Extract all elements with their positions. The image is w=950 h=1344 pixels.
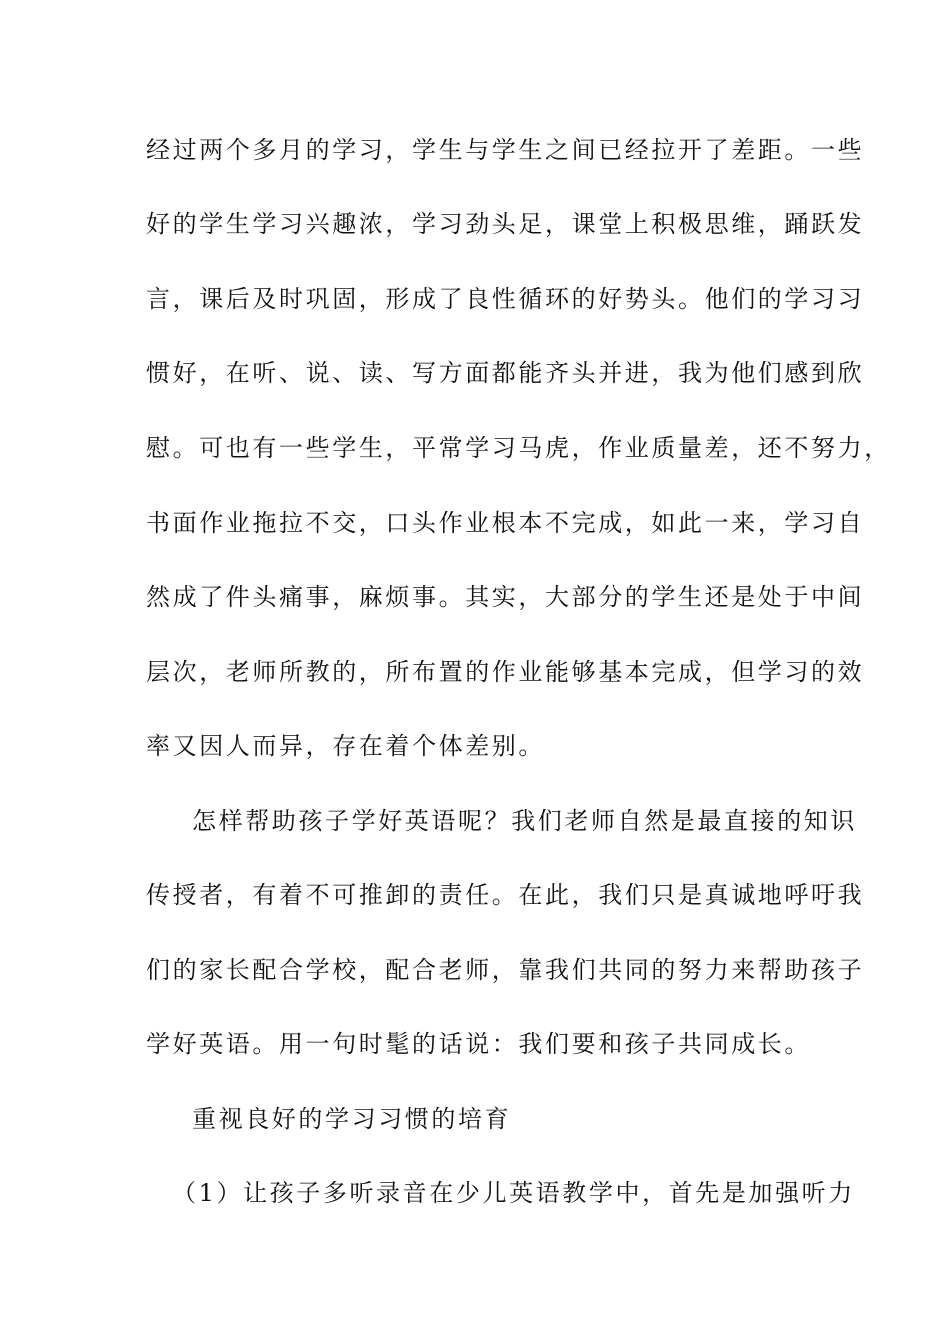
section-heading: 重视良好的学习习惯的培育 — [192, 1105, 512, 1133]
paragraph-line-2: 好的学生学习兴趣浓，学习劲头足，课堂上积极思维，踊跃发 — [146, 210, 865, 238]
paragraph-line-13: 学好英语。用一句时髦的话说：我们要和孩子共同成长。 — [146, 1030, 811, 1058]
paragraph-line-7: 然成了件头痛事，麻烦事。其实，大部分的学生还是处于中间 — [146, 583, 865, 611]
paragraph-line-6: 书面作业拖拉不交，口头作业根本不完成，如此一来，学习自 — [146, 509, 865, 537]
paragraph-line-10: 怎样帮助孩子学好英语呢？我们老师自然是最直接的知识 — [192, 807, 857, 835]
paragraph-line-1: 经过两个多月的学习，学生与学生之间已经拉开了差距。一些 — [146, 136, 865, 164]
list-item-1: （1）让孩子多听录音在少儿英语教学中，首先是加强听力 — [172, 1179, 855, 1207]
paragraph-line-4: 惯好，在听、说、读、写方面都能齐头并进，我为他们感到欣 — [146, 359, 865, 387]
paragraph-line-11: 传授者，有着不可推卸的责任。在此，我们只是真诚地呼吁我 — [146, 881, 865, 909]
paragraph-line-5: 慰。可也有一些学生，平常学习马虎，作业质量差，还不努力， — [146, 434, 891, 462]
paragraph-line-3: 言，课后及时巩固，形成了良性循环的好势头。他们的学习习 — [146, 285, 865, 313]
paragraph-line-9: 率又因人而异，存在着个体差别。 — [146, 732, 545, 760]
paragraph-line-8: 层次，老师所教的，所布置的作业能够基本完成，但学习的效 — [146, 658, 865, 686]
paragraph-line-12: 们的家长配合学校，配合老师，靠我们共同的努力来帮助孩子 — [146, 956, 865, 984]
